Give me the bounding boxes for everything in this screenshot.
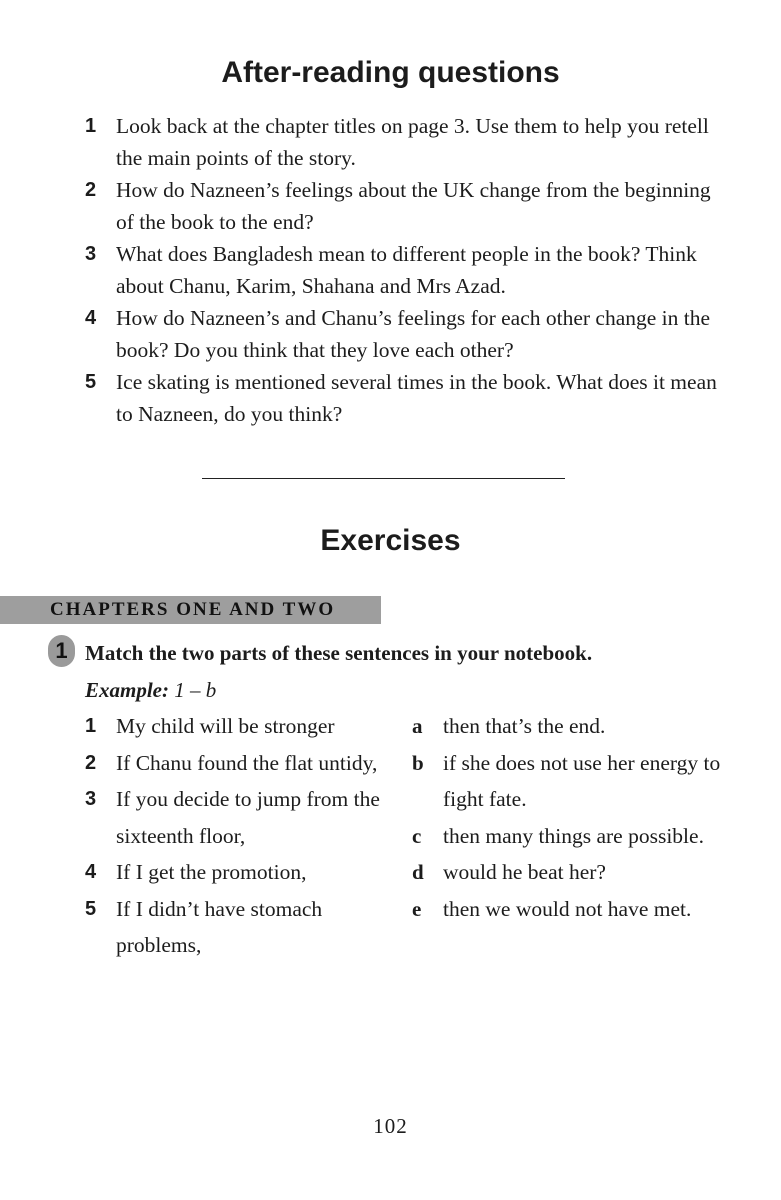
- item-text: If I didn’t have stomach problems,: [116, 896, 323, 957]
- item-number: 5: [85, 897, 97, 920]
- sentence-ending-item: [412, 891, 732, 928]
- question-text: Look back at the chapter titles on page 3. Use them to help you retell the main points of the story.: [116, 114, 709, 170]
- item-number: 3: [85, 788, 97, 810]
- sentence-ending-item: [412, 818, 732, 855]
- item-text: then many things are possible.: [443, 823, 704, 848]
- sentence-beginnings-list: [85, 708, 385, 964]
- example-value: 1 – b: [174, 678, 217, 702]
- sentence-beginning-item: [85, 708, 385, 745]
- question-number: 1: [85, 115, 97, 137]
- item-text: If I get the promotion,: [116, 860, 307, 884]
- sentence-ending-item: [412, 854, 732, 891]
- question-text: How do Nazneen’s feelings about the UK change from the beginning of the book to the end?: [116, 178, 711, 234]
- item-text: If you decide to jump from the sixteenth floor,: [116, 787, 380, 848]
- question-number: 5: [85, 371, 97, 393]
- question-item: [85, 238, 725, 302]
- question-item: [85, 366, 725, 430]
- sentence-beginning-item: [85, 745, 385, 782]
- exercise-example: [85, 676, 216, 704]
- item-number: 2: [85, 751, 97, 774]
- chapter-label: CHAPTERS ONE AND TWO: [50, 599, 336, 620]
- after-reading-title: After-reading questions: [221, 56, 560, 89]
- sentence-beginning-item: [85, 891, 385, 964]
- item-text: My child will be stronger: [116, 714, 335, 738]
- question-number: 2: [85, 179, 97, 201]
- section-divider: [202, 478, 565, 479]
- exercises-title: Exercises: [320, 524, 461, 557]
- item-text: If Chanu found the flat untidy,: [116, 750, 378, 775]
- question-number: 4: [85, 307, 97, 329]
- page-number: 102: [373, 1114, 408, 1138]
- sentence-beginning-item: [85, 781, 385, 854]
- after-reading-question-list: [85, 110, 725, 430]
- sentence-beginning-item: [85, 854, 385, 891]
- sentence-ending-item: [412, 745, 732, 818]
- item-text: then that’s the end.: [443, 714, 606, 738]
- question-item: [85, 302, 725, 366]
- item-letter: a: [412, 714, 423, 738]
- item-text: if she does not use her energy to fight fate.: [443, 750, 721, 811]
- item-text: would he beat her?: [443, 860, 606, 884]
- item-text: then we would not have met.: [443, 896, 692, 921]
- question-text: Ice skating is mentioned several times in the book. What does it mean to Nazneen, do you think?: [116, 370, 717, 426]
- item-number: 4: [85, 861, 97, 883]
- item-letter: d: [412, 860, 424, 884]
- item-letter: b: [412, 750, 424, 775]
- question-item: [85, 110, 725, 174]
- item-number: 1: [85, 715, 97, 737]
- exercise-instruction: Match the two parts of these sentences in your notebook.: [85, 641, 593, 665]
- item-letter: e: [412, 896, 422, 921]
- question-number: 3: [85, 243, 97, 265]
- question-item: [85, 174, 725, 238]
- question-text: What does Bangladesh mean to different people in the book? Think about Chanu, Karim, Shahana and Mrs Azad.: [116, 242, 697, 298]
- sentence-ending-item: [412, 708, 732, 745]
- chapter-band: [0, 596, 381, 624]
- exercise-number-badge: 1: [48, 635, 75, 667]
- question-text: How do Nazneen’s and Chanu’s feelings for each other change in the book? Do you think that they love each other?: [116, 306, 711, 362]
- example-label: Example:: [85, 678, 169, 702]
- sentence-endings-list: [412, 708, 732, 927]
- item-letter: c: [412, 823, 422, 848]
